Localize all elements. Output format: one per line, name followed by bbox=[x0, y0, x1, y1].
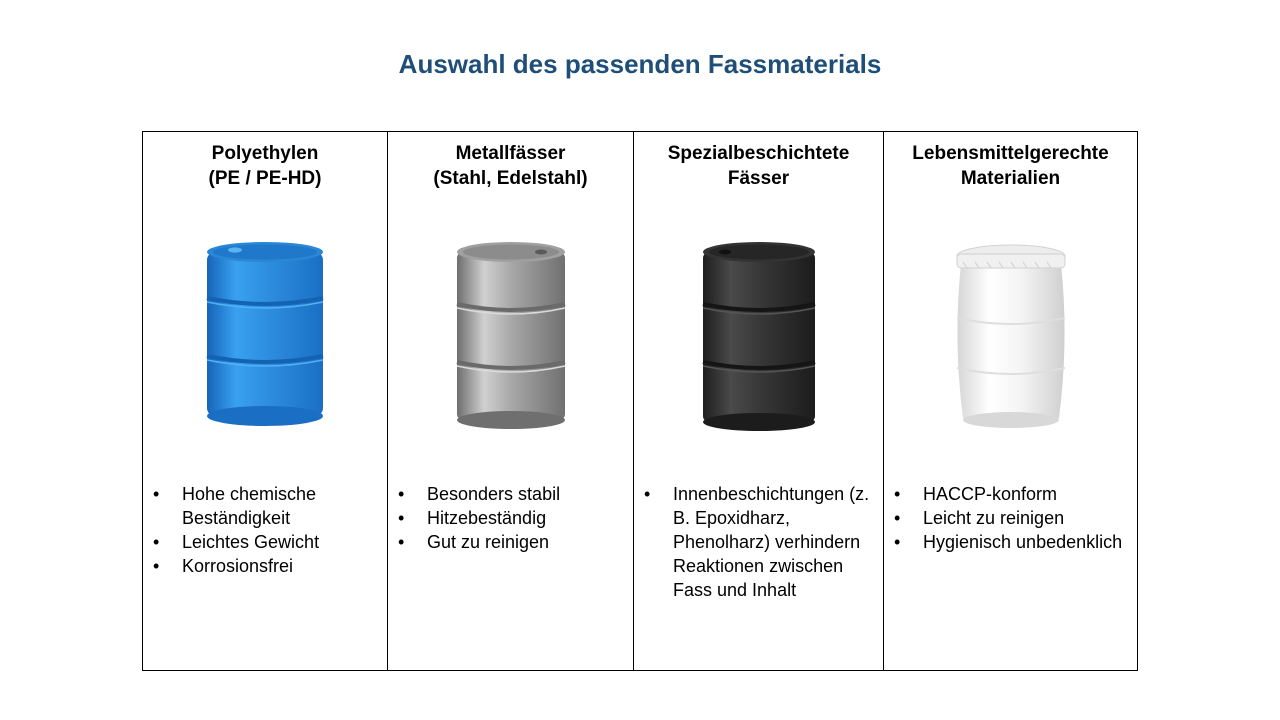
bullet-item: • Hygienisch unbedenklich bbox=[892, 530, 1129, 554]
heading-line: Metallfässer bbox=[455, 143, 566, 164]
column-heading bbox=[143, 141, 387, 191]
bullet-item: • Hitzebeständig bbox=[396, 506, 625, 530]
column-special-coated bbox=[633, 132, 883, 670]
bullet-item: • Gut zu reinigen bbox=[396, 530, 625, 554]
column-polyethylene bbox=[142, 132, 387, 670]
heading-line: Fässer bbox=[727, 168, 790, 189]
blue-plastic-drum-image bbox=[203, 240, 327, 430]
bullet-list bbox=[892, 482, 1129, 554]
column-food-grade bbox=[883, 132, 1138, 670]
column-heading bbox=[634, 141, 883, 191]
grey-steel-drum-image bbox=[455, 240, 567, 430]
column-heading bbox=[388, 141, 633, 191]
heading-line: Lebensmittelgerechte bbox=[912, 143, 1109, 164]
black-coated-drum-image bbox=[701, 240, 817, 432]
bullet-item: • Leichtes Gewicht bbox=[151, 530, 379, 554]
column-heading bbox=[884, 141, 1137, 191]
heading-line: Spezialbeschichtete bbox=[667, 143, 850, 164]
bullet-list bbox=[642, 482, 875, 602]
heading-line: (Stahl, Edelstahl) bbox=[433, 168, 588, 189]
material-comparison-table bbox=[142, 131, 1138, 671]
heading-line: Materialien bbox=[960, 168, 1061, 189]
bullet-item: • Innenbeschichtungen (z. B. Epoxidharz, Phenolharz) verhindern Reaktionen zwischen Fass und Inhalt bbox=[642, 482, 875, 602]
bullet-item: • Leicht zu reinigen bbox=[892, 506, 1129, 530]
heading-line: (PE / PE-HD) bbox=[208, 168, 322, 189]
slide-title: Auswahl des passenden Fassmaterials bbox=[398, 49, 882, 79]
bullet-item: • HACCP-konform bbox=[892, 482, 1129, 506]
bullet-item: • Hohe chemische Beständigkeit bbox=[151, 482, 379, 530]
bullet-list bbox=[396, 482, 625, 554]
bullet-item: • Korrosionsfrei bbox=[151, 554, 379, 578]
column-metal bbox=[387, 132, 633, 670]
bullet-list bbox=[151, 482, 379, 578]
white-food-grade-drum-image bbox=[953, 240, 1069, 436]
bullet-item: • Besonders stabil bbox=[396, 482, 625, 506]
heading-line: Polyethylen bbox=[211, 143, 319, 164]
